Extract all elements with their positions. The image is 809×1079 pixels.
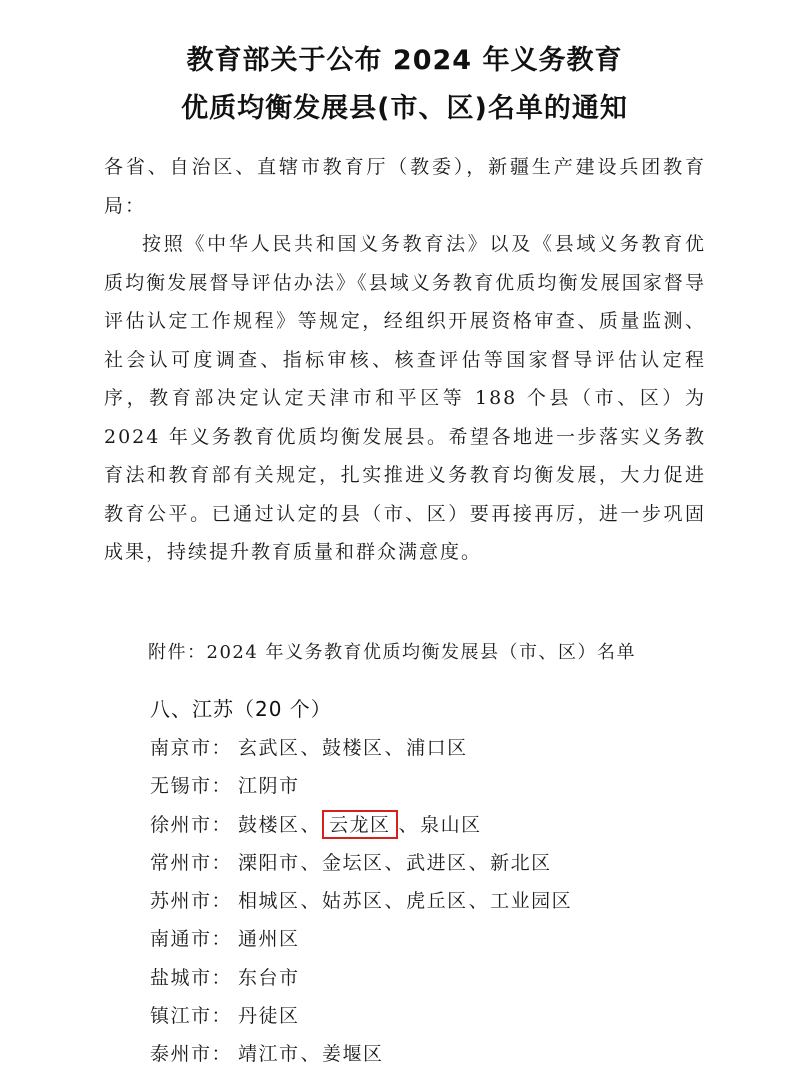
city-name: 苏州市： (150, 890, 233, 913)
salutation: 各省、自治区、直辖市教育厅（教委），新疆生产建设兵团教育局： (104, 156, 706, 217)
city-row (150, 772, 710, 810)
city-row (150, 1040, 710, 1078)
city-name: 无锡市： (150, 775, 233, 798)
district-name: 工业园区 (490, 890, 573, 913)
city-name: 镇江市： (150, 1005, 233, 1028)
district-name: 金坛区 (322, 851, 384, 874)
city-name: 泰州市： (150, 1043, 233, 1066)
district-separator: 、 (468, 851, 490, 874)
district-name: 玄武区 (238, 737, 300, 759)
city-name: 盐城市： (150, 966, 233, 989)
district-separator: 、 (398, 813, 420, 836)
district-name: 新北区 (490, 851, 552, 874)
district-name: 泉山区 (420, 813, 482, 836)
district-name: 东台市 (238, 966, 300, 989)
district-separator: 、 (300, 851, 322, 874)
district-separator: 、 (468, 890, 490, 913)
district-name: 姑苏区 (322, 890, 384, 913)
district-separator: 、 (300, 813, 322, 836)
district-name: 通州区 (238, 928, 300, 951)
district-separator: 、 (384, 851, 406, 874)
city-row (150, 887, 710, 925)
district-separator: 、 (300, 1043, 322, 1066)
city-row (150, 734, 710, 772)
district-name: 丹徒区 (238, 1005, 300, 1028)
district-name: 鼓楼区 (238, 813, 300, 836)
document-title-line1: 教育部关于公布 2024 年义务教育 (186, 45, 623, 76)
district-separator: 、 (300, 890, 322, 913)
district-separator: 、 (300, 737, 322, 759)
city-row (150, 925, 710, 963)
district-name: 鼓楼区 (322, 737, 384, 759)
city-list (150, 734, 710, 1079)
city-name: 常州市： (150, 851, 233, 874)
district-name: 溧阳市 (238, 851, 300, 874)
district-name: 江阴市 (238, 775, 300, 798)
city-name: 南京市： (150, 737, 233, 759)
city-name: 南通市： (150, 928, 233, 951)
attachment-line: 附件：2024 年义务教育优质均衡发展县（市、区）名单 (148, 642, 637, 663)
city-row (150, 964, 710, 1002)
district-name: 靖江市 (238, 1043, 300, 1066)
body-paragraph: 按照《中华人民共和国义务教育法》以及《县域义务教育优质均衡发展督导评估办法》《县域义务教育优质均衡发展国家督导评估认定工作规程》等规定，经组织开展资格审查、质量监测、社会认可度调查、指标审核、核查评估等国家督导评估认定程序，教育部决定认定天津市和平区等 188 个县（市、区）为 2024 年义务教育优质均衡发展县。希望各地进一步落实义务教育法和教育部有关规定，扎实推进义务教育均衡发展，大力促进教育公平。已通过认定的县（市、区）要再接再厉，进一步巩固成果，持续提升教育质量和群众满意度。 (104, 233, 706, 563)
city-row (150, 811, 710, 849)
city-row (150, 849, 710, 887)
district-name: 武进区 (406, 851, 468, 874)
district-name: 姜堰区 (322, 1043, 384, 1066)
section-heading-jiangsu: 八、江苏（20 个） (150, 697, 332, 721)
district-separator: 、 (384, 737, 406, 759)
district-name: 相城区 (238, 890, 300, 913)
city-name: 徐州市： (150, 813, 233, 836)
highlighted-district: 云龙区 (322, 810, 398, 839)
district-name: 虎丘区 (406, 890, 468, 913)
district-separator: 、 (384, 890, 406, 913)
document-title-line2: 优质均衡发展县(市、区)名单的通知 (181, 93, 628, 124)
city-row (150, 1002, 710, 1040)
district-name: 浦口区 (406, 737, 468, 759)
